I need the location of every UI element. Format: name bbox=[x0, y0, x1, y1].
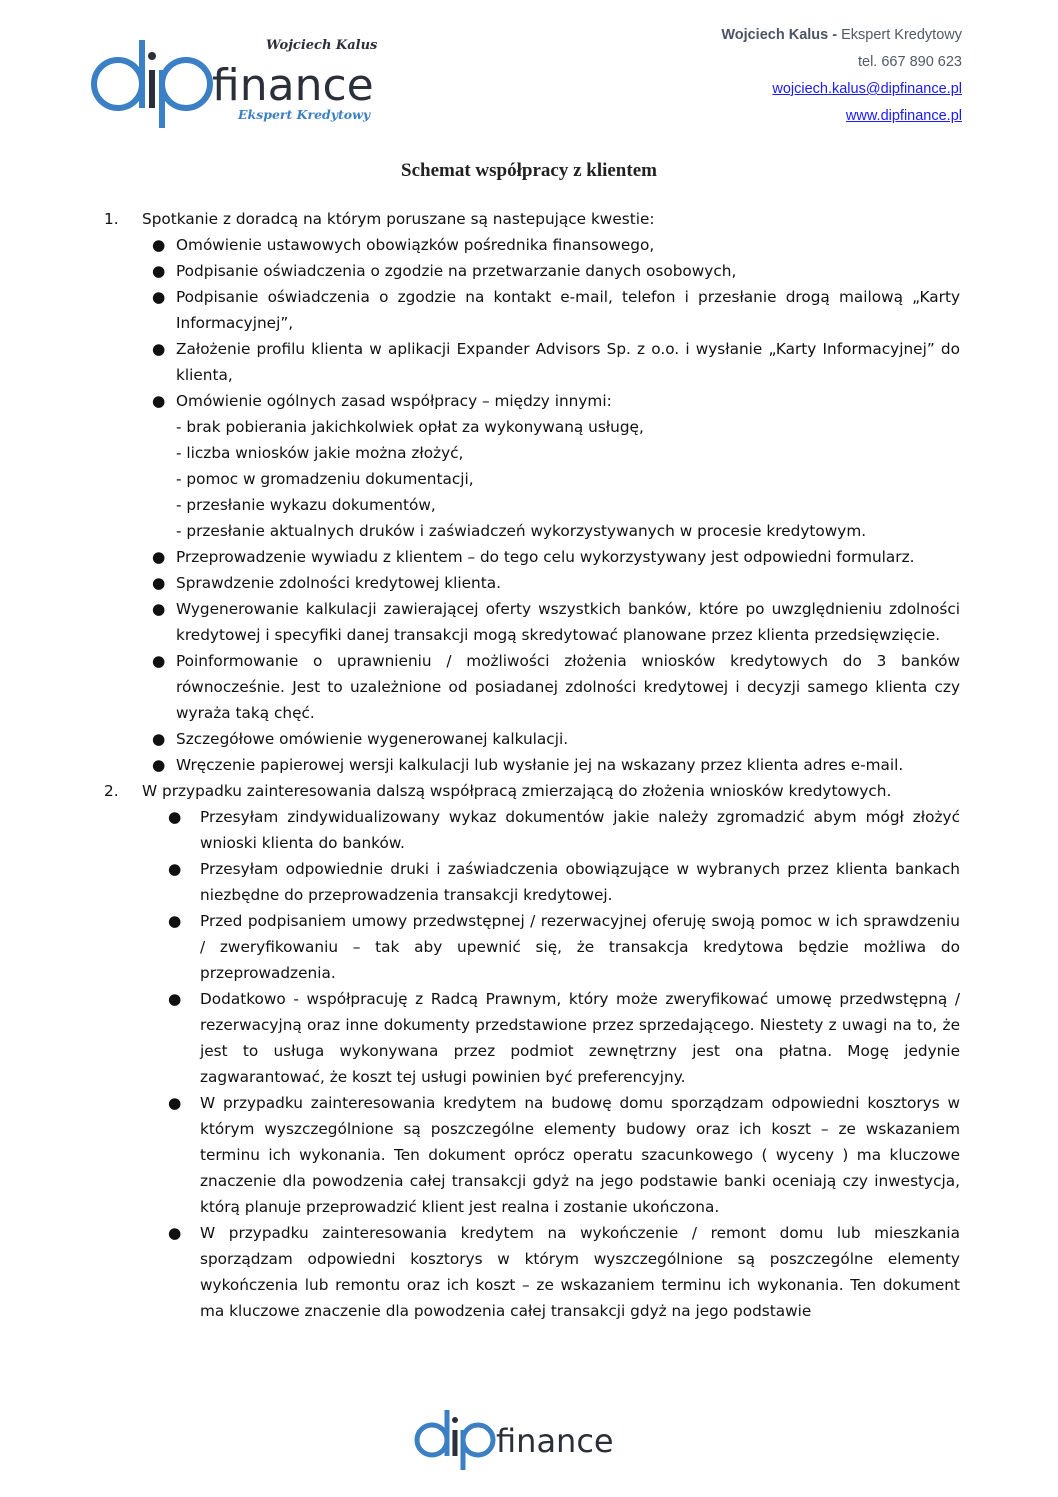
list-item bbox=[104, 232, 960, 258]
list-item bbox=[104, 596, 960, 648]
list-item bbox=[104, 1090, 960, 1220]
footer-dip-logo-mark bbox=[412, 1402, 632, 1472]
website-link[interactable]: www.dipfinance.pl bbox=[845, 108, 962, 124]
list-item bbox=[104, 336, 960, 388]
list-item-text: Poinformowanie o uprawnieniu / możliwości złożenia wniosków kredytowych do 3 banków równocześnie. Jest to uzależnione od posiadanej zdolności kredytowej i decyzji samego klienta czy wyraża taką chęć. bbox=[176, 652, 960, 722]
list-item-text: Wygenerowanie kalkulacji zawierającej oferty wszystkich banków, które po uwzględnieniu zdolności kredytowej i specyfiki danej transakcji mogą skredytować planowane przez klienta przedsięwzięcie. bbox=[176, 600, 960, 644]
section-1-heading bbox=[104, 206, 960, 232]
bullet-icon: ● bbox=[152, 288, 166, 306]
list-item bbox=[104, 544, 960, 570]
list-item bbox=[104, 648, 960, 726]
logo-name: Wojciech Kalus bbox=[266, 38, 378, 53]
section-intro: Spotkanie z doradcą na którym poruszane są nastepujące kwestie: bbox=[142, 210, 655, 228]
list-item-text: Omówienie ustawowych obowiązków pośrednika finansowego, bbox=[176, 236, 655, 254]
contact-phone: tel. 667 890 623 bbox=[857, 54, 962, 70]
bullet-icon: ● bbox=[152, 756, 166, 774]
contact-block bbox=[721, 24, 962, 132]
bullet-icon: ● bbox=[152, 600, 166, 618]
rule-line: - przesłanie wykazu dokumentów, bbox=[176, 496, 436, 514]
contact-name-line bbox=[721, 24, 962, 51]
document-body bbox=[104, 206, 960, 1324]
document-title: Schemat współpracy z klientem bbox=[401, 160, 657, 181]
list-item-text: Omówienie ogólnych zasad współpracy – między innymi: bbox=[176, 392, 612, 410]
dipfinance-logo bbox=[88, 30, 388, 130]
bullet-icon: ● bbox=[168, 912, 182, 930]
list-item bbox=[104, 1220, 960, 1324]
list-item bbox=[104, 752, 960, 778]
bullet-icon: ● bbox=[152, 262, 166, 280]
list-item-text: W przypadku zainteresowania kredytem na budowę domu sporządzam odpowiedni kosztorys w którym wyszczególnione są poszczególne elementy budowy oraz ich koszt – ze wskazaniem terminu ich wykonania. Ten dokument oprócz operatu szacunkowego ( wyceny ) ma kluczowe znaczenie dla powodzenia całej transakcji gdyż na jego podstawie banki oceniają czy inwestycja, którą planuje przeprowadzić klient jest realna i zostanie ukończona. bbox=[200, 1094, 960, 1216]
bullet-icon: ● bbox=[168, 1094, 182, 1112]
bullet-icon: ● bbox=[152, 574, 166, 592]
rule-line: - przesłanie aktualnych druków i zaświadczeń wykorzystywanych w procesie kredytowym. bbox=[176, 522, 867, 540]
bullet-icon: ● bbox=[152, 548, 166, 566]
logo-tagline: Ekspert Kredytowy bbox=[238, 107, 371, 122]
list-item bbox=[104, 284, 960, 336]
list-item-text: Podpisanie oświadczenia o zgodzie na przetwarzanie danych osobowych, bbox=[176, 262, 737, 280]
list-item-text: Podpisanie oświadczenia o zgodzie na kontakt e-mail, telefon i przesłanie drogą mailową „Karty Informacyjnej”, bbox=[176, 288, 960, 332]
contact-name: Wojciech Kalus - bbox=[721, 27, 838, 43]
list-item-text: Przesyłam odpowiednie druki i zaświadczenia obowiązujące w wybranych przez klienta bankach niezbędne do przeprowadzenia transakcji kredytowej. bbox=[200, 860, 960, 904]
list-item bbox=[104, 258, 960, 284]
list-item-text: Przesyłam zindywidualizowany wykaz dokumentów jakie należy zgromadzić abym mógł złożyć wnioski klienta do banków. bbox=[200, 808, 960, 852]
list-item-text: Przeprowadzenie wywiadu z klientem – do tego celu wykorzystywany jest odpowiedni formularz. bbox=[176, 548, 915, 566]
section-number: 2. bbox=[104, 782, 119, 800]
list-item-text: Szczegółowe omówienie wygenerowanej kalkulacji. bbox=[176, 730, 569, 748]
bullet-icon: ● bbox=[168, 990, 182, 1008]
logo-finance-text: finance bbox=[212, 60, 374, 111]
bullet-icon: ● bbox=[168, 860, 182, 878]
list-item-text: Założenie profilu klienta w aplikacji Expander Advisors Sp. z o.o. i wysłanie „Karty Informacyjnej” do klienta, bbox=[176, 340, 960, 384]
list-item-text: W przypadku zainteresowania kredytem na wykończenie / remont domu lub mieszkania sporządzam odpowiedni kosztorys w którym wyszczególnione są poszczególne elementy wykończenia lub remontu oraz ich koszt – ze wskazaniem terminu ich wykonania. Ten dokument ma kluczowe znaczenie dla powodzenia całej transakcji gdyż na jego podstawie bbox=[200, 1224, 960, 1320]
list-item bbox=[104, 986, 960, 1090]
section-number: 1. bbox=[104, 210, 119, 228]
list-item-text: Przed podpisaniem umowy przedwstępnej / rezerwacyjnej oferuję swoją pomoc w ich sprawdzeniu / zweryfikowaniu – tak aby upewnić się, że transakcja kredytowa będzie możliwa do przeprowadzenia. bbox=[200, 912, 960, 982]
bullet-icon: ● bbox=[152, 236, 166, 254]
list-item-text: Wręczenie papierowej wersji kalkulacji lub wysłanie jej na wskazany przez klienta adres e-mail. bbox=[176, 756, 904, 774]
footer-finance-text: finance bbox=[496, 1422, 614, 1460]
bullet-icon: ● bbox=[168, 1224, 182, 1242]
list-item bbox=[104, 856, 960, 908]
list-item bbox=[104, 908, 960, 986]
list-item bbox=[104, 726, 960, 752]
list-item-text: Dodatkowo - współpracuję z Radcą Prawnym, który może zweryfikować umowę przedwstępną / rezerwacyjną oraz inne dokumenty przedstawione przez sprzedającego. Niestety z uwagi na to, że jest to usługa wykonywana przez podmiot zewnętrzny jest ona płatna. Mogę jedynie zagwarantować, że koszt tej usługi powinien być preferencyjny. bbox=[200, 990, 960, 1086]
bullet-icon: ● bbox=[152, 340, 166, 358]
list-item bbox=[104, 570, 960, 596]
section-2-heading bbox=[104, 778, 960, 804]
bullet-icon: ● bbox=[152, 652, 166, 670]
rule-line: - brak pobierania jakichkolwiek opłat za wykonywaną usługę, bbox=[176, 418, 644, 436]
contact-email-link[interactable]: wojciech.kalus@dipfinance.pl bbox=[772, 81, 962, 97]
list-item-text: Sprawdzenie zdolności kredytowej klienta. bbox=[176, 574, 501, 592]
section-intro: W przypadku zainteresowania dalszą współpracą zmierzającą do złożenia wniosków kredytowych. bbox=[142, 782, 892, 800]
bullet-icon: ● bbox=[152, 392, 166, 410]
rule-line: - pomoc w gromadzeniu dokumentacji, bbox=[176, 470, 474, 488]
footer-logo bbox=[412, 1402, 632, 1472]
contact-role: Ekspert Kredytowy bbox=[837, 27, 962, 43]
list-item bbox=[104, 804, 960, 856]
rule-line: - liczba wniosków jakie można złożyć, bbox=[176, 444, 464, 462]
bullet-icon: ● bbox=[152, 730, 166, 748]
bullet-icon: ● bbox=[168, 808, 182, 826]
list-item bbox=[104, 388, 960, 544]
